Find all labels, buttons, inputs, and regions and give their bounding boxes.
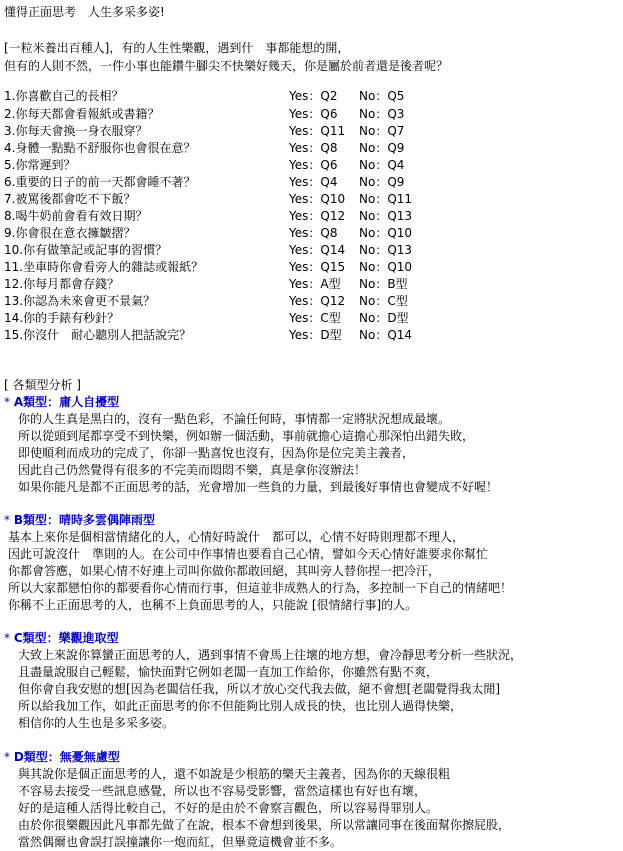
question-text: 13.你認為未來會更不景氣？ (4, 294, 156, 308)
star-marker: * (4, 750, 10, 764)
type-b-line: 你稱不上正面思考的人，也稱不上負面思考的人，只能說 [很情緒行事]的人。 (8, 598, 418, 612)
type-d-line: 好的是這種人活得比較自己，不好的是由於不會察言觀色，所以容易得罪別人。 (18, 801, 439, 815)
type-label: C類型：樂觀進取型 (13, 631, 119, 645)
question-text: 14.你的手錶有秒針？ (4, 311, 120, 325)
type-heading (4, 393, 119, 411)
yes-answer: Yes：Q15 (289, 260, 346, 274)
star-marker: * (4, 395, 10, 409)
type-d-line: 與其說你是個正面思考的人，還不如說是少根筋的樂天主義者，因為你的天線很粗 (18, 767, 451, 781)
question-text: 11.坐車時你會看旁人的雜誌或報紙？ (4, 260, 204, 274)
no-answer: No：Q13 (359, 243, 413, 257)
star-marker: * (4, 631, 10, 645)
type-d-line: 當然偶爾也會誤打誤撞讓你一炮而紅，但畢竟這機會並不多。 (18, 835, 343, 849)
question-text: 9.你會很在意衣擁皺摺？ (4, 226, 136, 240)
no-answer: No：Q10 (359, 226, 413, 240)
no-answer: No：D型 (359, 311, 409, 325)
question-text: 6.重要的日子的前一天都會睡不著？ (4, 175, 196, 189)
intro-line-2: 但有的人則不然，一件小事也能鑽牛腳尖不快樂好幾天，你是屬於前者還是後者呢？ (4, 59, 449, 73)
no-answer: No：C型 (359, 294, 408, 308)
yes-answer: Yes：Q12 (289, 209, 346, 223)
type-c-line: 大致上來說你算蠻正面思考的人，遇到事情不會馬上往壞的地方想，會冷靜思考分析一些狀況， (18, 648, 523, 662)
yes-answer: Yes：Q14 (289, 243, 346, 257)
no-answer: No：B型 (359, 277, 408, 291)
yes-answer: Yes：Q12 (289, 294, 346, 308)
intro-line-1: [一粒米養出百種人]，有的人生性樂觀，遇到什 事都能想的開， (4, 41, 350, 55)
no-answer: No：Q14 (359, 328, 413, 342)
no-answer: No：Q9 (359, 175, 405, 189)
yes-answer: Yes：Q8 (289, 141, 338, 155)
no-answer: No：Q9 (359, 141, 405, 155)
type-c-line: 相信你的人生也是多采多姿。 (18, 716, 175, 730)
yes-answer: Yes：Q4 (289, 175, 338, 189)
no-answer: No：Q3 (359, 107, 405, 121)
yes-answer: Yes：Q10 (289, 192, 346, 206)
type-a-line: 如果你能凡是都不正面思考的話，光會增加一些負的力量，到最後好事情也會變成不好喔！ (18, 480, 499, 494)
question-text: 7.被罵後都會吃不下飯？ (4, 192, 136, 206)
type-label: A類型：庸人自擾型 (13, 395, 120, 409)
type-a-line: 所以從頭到尾都享受不到快樂，例如辦一個活動，事前就擔心這擔心那深怕出錯失敗， (18, 429, 475, 443)
question-text: 3.你每天會換一身衣服穿？ (4, 124, 148, 138)
type-a-line: 你的人生真是黑白的，沒有一點色彩，不論任何時，事情都一定將狀況想成最壞。 (18, 412, 451, 426)
type-heading (4, 629, 119, 647)
question-text: 4.身體一點點不舒服你也會很在意？ (4, 141, 196, 155)
question-text: 5.你常遲到？ (4, 158, 76, 172)
no-answer: No：Q10 (359, 260, 413, 274)
yes-answer: Yes：D型 (289, 328, 342, 342)
yes-answer: Yes：Q2 (289, 89, 338, 103)
type-a-line: 因此自己仍然覺得有很多的不完美而悶悶不樂，真是拿你沒辦法！ (18, 463, 367, 477)
yes-answer: Yes：A型 (289, 277, 341, 291)
no-answer: No：Q13 (359, 209, 413, 223)
question-text: 2.你每天都會看報紙或書籍？ (4, 107, 160, 121)
star-marker: * (4, 513, 10, 527)
question-text: 1.你喜歡自己的長相？ (4, 89, 124, 103)
type-heading (4, 748, 120, 766)
page-title: 懂得正面思考 人生多采多姿! (4, 5, 165, 19)
question-text: 8.喝牛奶前會看有效日期？ (4, 209, 148, 223)
type-b-line: 所以大家都戀怕你的都要看你心情而行事，但這並非成熟人的行為，多控制一下自己的情緒吧！ (8, 581, 513, 595)
type-label: B類型：晴時多雲偶陣雨型 (13, 513, 155, 527)
type-b-line: 基本上來你是個相當情緒化的人，心情好時說什 都可以，心情不好時則理都不理人， (8, 530, 465, 544)
type-c-line: 但你會自我安慰的想[因為老闆信任我，所以才放心交代我去做，絕不會想[老闆覺得我太閒] (18, 682, 501, 696)
no-answer: No：Q5 (359, 89, 405, 103)
question-text: 12.你每月都會存錢？ (4, 277, 120, 291)
analysis-header: [ 各類型分析 ] (4, 378, 81, 392)
type-d-line: 不容易去接受一些訊息感覺，所以也不容易受影響，當然這樣也有好也有壞， (18, 784, 427, 798)
type-label: D類型：無憂無慮型 (13, 750, 120, 764)
yes-answer: Yes：Q6 (289, 107, 338, 121)
type-c-line: 所以給我加工作，如此正面思考的你不但能夠比別人成長的快，也比別人過得快樂， (18, 699, 463, 713)
yes-answer: Yes：Q6 (289, 158, 338, 172)
no-answer: No：Q11 (359, 192, 413, 206)
type-d-line: 由於你很樂觀因此凡事都先做了在說，根本不會想到後果，所以常讓同事在後面幫你擦屁股， (18, 818, 511, 832)
question-text: 15.你沒什 耐心聽別人把話說完？ (4, 328, 192, 342)
question-text: 10.你有做筆記或記事的習慣？ (4, 243, 168, 257)
type-b-line: 因此可說沒什 準則的人。在公司中作事情也要看自己心情，譬如今天心情好誰要求你幫忙 (8, 547, 489, 561)
yes-answer: Yes：C型 (289, 311, 341, 325)
no-answer: No：Q7 (359, 124, 405, 138)
type-c-line: 且盡量說服自己輕鬆，愉快面對它例如老闆一直加工作給你，你雖然有點不爽， (18, 665, 439, 679)
yes-answer: Yes：Q8 (289, 226, 338, 240)
yes-answer: Yes：Q11 (289, 124, 346, 138)
no-answer: No：Q4 (359, 158, 405, 172)
type-heading (4, 511, 155, 529)
type-b-line: 你都會答應，如果心情不好連上司叫你做你都敢回絕，其叫旁人替你捏一把冷汗， (8, 564, 441, 578)
type-a-line: 即使順利而成功的完成了，你卻一點喜悅也沒有，因為你是位完美主義者， (18, 446, 415, 460)
